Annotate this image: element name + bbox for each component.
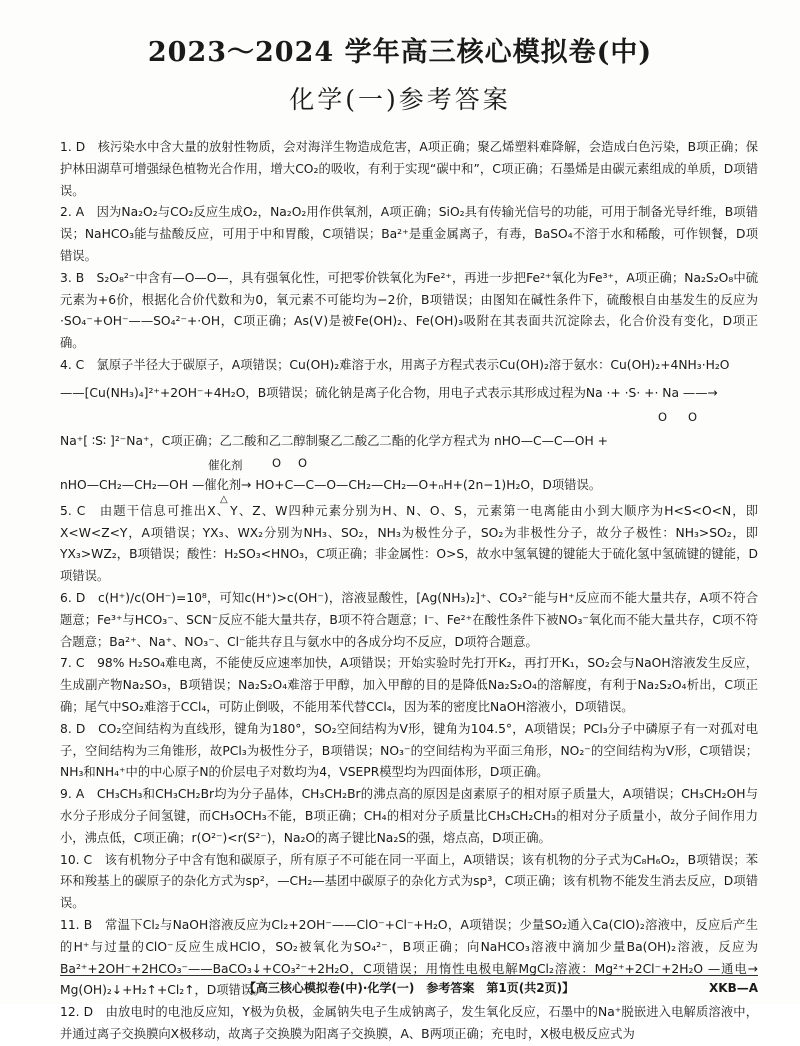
answer-item-4: 4. C 氯原子半径大于碳原子，A项错误；Cu(OH)₂难溶于水，用离子方程式表示Cu(OH)₂溶于氨水：Cu(OH)₂+4NH₃·H₂O [60,357,730,372]
answer-item-4-polymer-line [60,455,758,505]
answer-item-4-equation-line: ——[Cu(NH₃)₄]²⁺+2OH⁻+4H₂O，B项错误；硫化钠是离子化合物，用电子式表示其形成过程为Na ·+ ·S· +· Na ——→ [60,385,718,400]
answer-item-8: 8. D CO₂空间结构为直线形，键角为180°，SO₂空间结构为V形，键角为104.5°，A项错误；PCl₃分子中磷原子有一对孤对电子，空间结构为三角锥形，故PCl₃为极性分子，B项错误；NO₃⁻的空间结构为平面三角形，NO₂⁻的空间结构为V形，C项错误；NH₃和NH₄⁺中的中心原子N的价层电子对数均为4，VSEPR模型均为四面体形，D项正确。 [60,721,758,780]
ester-equation-text: Na⁺[ ∶S∶ ]²⁻Na⁺，C项正确；乙二酸和乙二醇制聚乙二酸乙二酯的化学方程式为 nHO—C—C—OH + [60,433,608,448]
footer-page-info: 【高三核心模拟卷(中)·化学(一) 参考答案 第1页(共2页)】 [243,981,575,995]
answer-list [60,137,758,1046]
heat-label: △ [220,493,228,505]
catalyst-label: 催化剂 [208,457,243,472]
polymer-o-mark-2: O [298,455,308,470]
answer-item-9: 9. A CH₃CH₃和CH₃CH₂Br均为分子晶体，CH₃CH₂Br的沸点高的原因是卤素原子的相对原子质量大，A项错误；CH₃CH₂OH与水分子形成分子间氢键，而CH₃OCH₃不能，B项正确；CH₄的相对分子质量比CH₃CH₂CH₃的相对分子质量小，故分子间作用力小，沸点低，C项正确；r(O²⁻)<r(S²⁻)，Na₂O的离子键比Na₂S的强，熔点高，D项正确。 [60,787,758,845]
answer-item-4-esterification-line [60,411,758,453]
polymer-equation-text: nHO—CH₂—CH₂—OH —催化剂→ HO+C—C—O—CH₂—CH₂—O+ₙH+(2n−1)H₂O，D项错误。 [60,477,602,492]
footer-code: XKB—A [709,981,758,995]
page-title: 2023～2024 学年高三核心模拟卷(中) [147,37,653,68]
answer-item-1: 1. D 核污染水中含大量的放射性物质，会对海洋生物造成危害，A项正确；聚乙烯塑料难降解，会造成白色污染，B项正确；保护林田湖草可增强绿色植物光合作用，增大CO₂的吸收，有利于实现“碳中和”，C项正确；石墨烯是由碳元素组成的单质，D项错误。 [60,140,758,198]
page-subtitle: 化学(一)参考答案 [289,85,511,114]
polymer-o-mark: O [272,455,282,470]
answer-item-2: 2. A 因为Na₂O₂与CO₂反应生成O₂，Na₂O₂用作供氧剂，A项正确；SiO₂具有传输光信号的功能，可用于制备光导纤维，B项错误；NaHCO₃能与盐酸反应，可用于中和胃酸，C项错误；Ba²⁺是重金属离子，有毒，BaSO₄不溶于水和稀酸，可作钡餐，D项错误。 [60,205,758,263]
answer-item-5: 5. C 由题干信息可推出X、Y、Z、W四种元素分别为H、N、O、S，元素第一电离能由小到大顺序为H<S<O<N，即X<W<Z<Y，A项错误；YX₃、WX₂分别为NH₃、SO₂，NH₃为极性分子，SO₂为非极性分子，故分子极性：NH₃>SO₂，即YX₃>WZ₂，B项错误；酸性：H₂SO₃<HNO₃，C项正确；非金属性：O>S，故水中氢氧键的键能大于硫化氢中氢硫键的键能，D项错误。 [60,503,758,584]
page-footer [60,975,758,996]
answer-item-11: 11. B 常温下Cl₂与NaOH溶液反应为Cl₂+2OH⁻——ClO⁻+Cl⁻+H₂O，A项错误；少量SO₂通入Ca(ClO)₂溶液中，反应后产生的H⁺与过量的ClO⁻反应生成HClO，SO₂被氧化为SO₄²⁻，B项正确；向NaHCO₃溶液中滴加少量Ba(OH)₂溶液，反应为Ba²⁺+2OH⁻+2HCO₃⁻——BaCO₃↓+CO₃²⁻+2H₂O，C项错误；用惰性电极电解MgCl₂溶液：Mg²⁺+2Cl⁻+2H₂O —通电→ Mg(OH)₂↓+H₂↑+Cl₂↑，D项错误。 [60,917,758,998]
carbonyl-o-mark: O [658,409,668,424]
answer-item-6: 6. D c(H⁺)/c(OH⁻)=10⁸，可知c(H⁺)>c(OH⁻)，溶液显酸性，[Ag(NH₃)₂]⁺、CO₃²⁻能与H⁺反应而不能大量共存，A项不符合题意；Fe³⁺与HCO₃⁻、SCN⁻反应不能大量共存，B项不符合题意；I⁻、Fe²⁺在酸性条件下被NO₃⁻氧化而不能大量共存，C项不符合题意；Ba²⁺、Na⁺、NO₃⁻、Cl⁻能共存且与氨水中的各成分均不反应，D项符合题意。 [60,590,758,649]
answer-item-12: 12. D 由放电时的电池反应知，Y极为负极，金属钠失电子生成钠离子，发生氧化反应，石墨中的Na⁺脱嵌进入电解质溶液中，并通过离子交换膜向X极移动，故离子交换膜为阳离子交换膜，A、B两项正确；充电时，X极电极反应式为 [60,1005,758,1041]
answer-item-3: 3. B S₂O₈²⁻中含有—O—O—，具有强氧化性，可把零价铁氧化为Fe²⁺，再进一步把Fe²⁺氧化为Fe³⁺，A项正确；Na₂S₂O₈中硫元素为+6价，根据化合价代数和为0，氧元素不可能均为−2价，B项错误；由图知在碱性条件下，硫酸根自由基发生的反应为·SO₄⁻+OH⁻——SO₄²⁻+·OH，C项正确；As(Ⅴ)是被Fe(OH)₂、Fe(OH)₃吸附在其表面共沉淀除去，化合价没有变化，D项正确。 [60,270,758,351]
carbonyl-o-mark-2: O [688,409,698,424]
answer-item-7: 7. C 98% H₂SO₄难电离，不能使反应速率加快，A项错误；开始实验时先打开K₂，再打开K₁，SO₂会与NaOH溶液发生反应，生成副产物Na₂SO₃，B项错误；Na₂S₂O₄难溶于甲醇，加入甲醇的目的是降低Na₂S₂O₄的溶解度，有利于Na₂S₂O₄析出，C项正确；尾气中SO₂难溶于CCl₄，可防止倒吸，不能用苯代替CCl₄，因为苯的密度比NaOH溶液小，D项错误。 [60,656,758,714]
answer-item-10: 10. C 该有机物分子中含有饱和碳原子，所有原子不可能在同一平面上，A项错误；该有机物的分子式为C₈H₆O₂，B项错误；苯环和羧基上的碳原子的杂化方式为sp²，—CH₂—基团中碳原子的杂化方式为sp³，C项正确；该有机物不能发生消去反应，D项错误。 [60,852,758,911]
